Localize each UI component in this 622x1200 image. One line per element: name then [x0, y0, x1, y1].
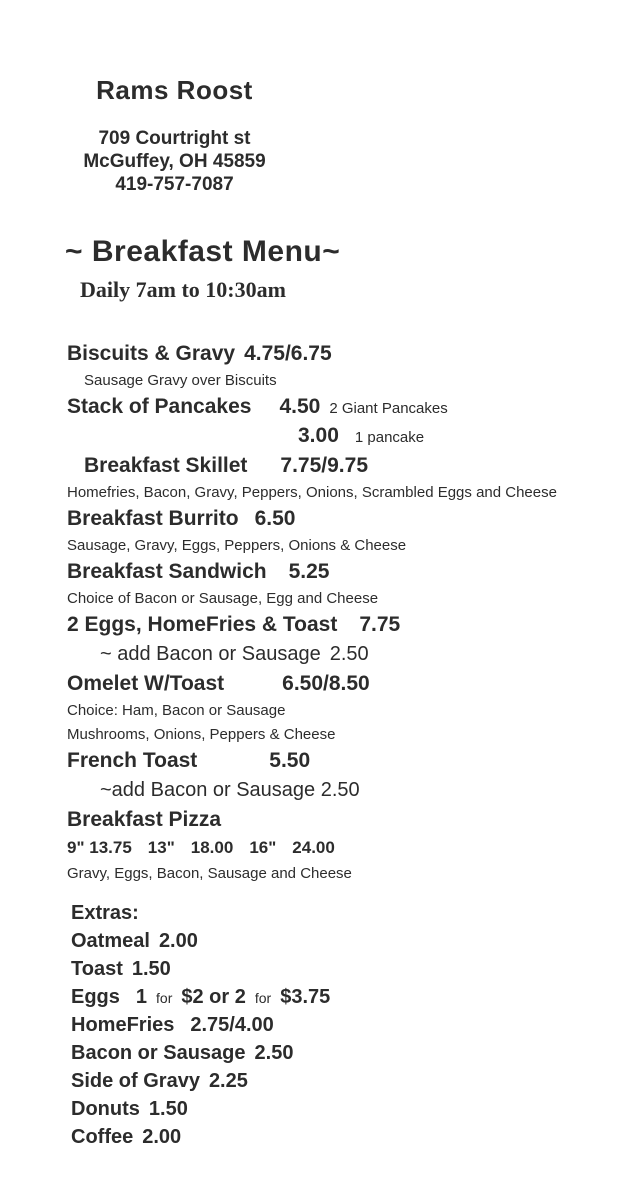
item-name: 2 Eggs, HomeFries & Toast: [67, 613, 338, 636]
menu-item-description: [67, 587, 622, 611]
pizza-price: 18.00: [190, 838, 234, 857]
item-price: 5.25: [288, 560, 330, 583]
item-price: 6.50: [254, 507, 296, 530]
item-name: Eggs: [71, 986, 120, 1008]
menu-item-row: [67, 611, 622, 640]
item-name: Biscuits & Gravy: [67, 342, 236, 365]
extras-row: [67, 984, 622, 1012]
item-price: 2.75/4.00: [190, 1014, 274, 1036]
phone-number: 419-757-7087: [115, 174, 234, 195]
menu-item-description: [67, 699, 622, 723]
item-name: Oatmeal: [71, 930, 150, 952]
item-price: 5.50: [269, 749, 311, 772]
item-name: Donuts: [71, 1098, 140, 1120]
extras-row: [67, 1096, 622, 1124]
item-description: Gravy, Eggs, Bacon, Sausage and Cheese: [67, 865, 352, 882]
menu-item-row: [67, 340, 622, 369]
pizza-price: 9" 13.75: [67, 838, 132, 857]
for-text: for: [254, 990, 272, 1006]
section-title: Extras:: [71, 902, 139, 924]
menu-title: ~ Breakfast Menu~: [65, 235, 341, 268]
item-description: Sausage Gravy over Biscuits: [84, 372, 277, 389]
item-description: Choice: Ham, Bacon or Sausage: [67, 702, 286, 719]
addon-price: 2.50: [329, 643, 369, 665]
restaurant-name: Rams Roost: [96, 75, 253, 105]
pancake-price-row: [67, 422, 622, 452]
menu-item-description: [67, 481, 622, 505]
item-price: 2.50: [254, 1042, 294, 1064]
item-name: Coffee: [71, 1126, 134, 1148]
item-name: Side of Gravy: [71, 1070, 200, 1092]
item-name: Stack of Pancakes: [67, 395, 252, 418]
item-description: Sausage, Gravy, Eggs, Peppers, Onions & Cheese: [67, 537, 407, 554]
item-description: Mushrooms, Onions, Peppers & Cheese: [67, 726, 336, 743]
extras-row: [67, 1040, 622, 1068]
for-text: for: [156, 990, 173, 1006]
menu-addon-row: [67, 776, 622, 806]
item-name: Breakfast Pizza: [67, 808, 222, 831]
address-block: [67, 127, 282, 196]
item-price: 1.50: [148, 1098, 188, 1120]
extras-row: [67, 1012, 622, 1040]
item-name: Breakfast Burrito: [67, 507, 239, 530]
item-qty: 1: [135, 986, 148, 1008]
menu-addon-row: [67, 640, 622, 670]
pizza-size: 13": [147, 838, 175, 857]
item-name: French Toast: [67, 749, 198, 772]
menu-item-row: [67, 558, 622, 587]
item-price: $3.75: [280, 986, 331, 1008]
extras-header-row: [67, 900, 622, 928]
item-price: 6.50/8.50: [282, 672, 370, 695]
addon-text: ~ add Bacon or Sausage: [100, 643, 321, 665]
addon-text: ~add Bacon or Sausage 2.50: [100, 779, 360, 801]
menu-item-row: [67, 393, 622, 422]
extras-row: [67, 1124, 622, 1152]
menu-item-description: [67, 723, 622, 747]
price-note: 1 pancake: [354, 429, 425, 446]
menu-item-row: [67, 806, 622, 835]
menu-lines: [67, 340, 622, 1152]
menu-hours: Daily 7am to 10:30am: [80, 277, 286, 302]
menu-item-description: [67, 862, 622, 886]
menu-item-row: [67, 505, 622, 534]
item-name: Breakfast Sandwich: [67, 560, 267, 583]
pizza-size: 16": [249, 838, 277, 857]
menu-item-row: [67, 670, 622, 699]
item-price: 4.50: [279, 395, 321, 418]
item-price: 7.75/9.75: [280, 454, 369, 477]
pizza-price-row: [67, 835, 622, 862]
menu-item-row: [67, 452, 622, 481]
menu-item-row: [67, 747, 622, 776]
item-name: HomeFries: [71, 1014, 175, 1036]
item-price: 7.75: [359, 613, 401, 636]
item-description: Homefries, Bacon, Gravy, Peppers, Onions, Scrambled Eggs and Cheese: [67, 484, 557, 501]
menu-item-description: [67, 534, 622, 558]
item-name: Bacon or Sausage: [71, 1042, 246, 1064]
address-line2: McGuffey, OH 45859: [83, 151, 266, 172]
menu-item-description: [67, 369, 622, 393]
item-price: 1.50: [131, 958, 171, 980]
item-price: 2.00: [158, 930, 198, 952]
pizza-price: 24.00: [292, 838, 335, 857]
item-price: 2.25: [208, 1070, 248, 1092]
extras-row: [67, 928, 622, 956]
item-description: Choice of Bacon or Sausage, Egg and Cheese: [67, 590, 379, 607]
item-price: 3.00: [298, 424, 339, 447]
extras-row: [67, 1068, 622, 1096]
extras-row: [67, 956, 622, 984]
item-price: 4.75/6.75: [244, 342, 332, 365]
price-note: 2 Giant Pancakes: [329, 400, 448, 417]
item-name: Toast: [71, 958, 123, 980]
item-price: 2.00: [142, 1126, 182, 1148]
item-name: Omelet W/Toast: [67, 672, 225, 695]
item-price: $2 or 2: [181, 986, 246, 1008]
menu-header: [67, 75, 282, 196]
address-line1: 709 Courtright st: [98, 128, 251, 149]
item-name: Breakfast Skillet: [84, 454, 248, 477]
